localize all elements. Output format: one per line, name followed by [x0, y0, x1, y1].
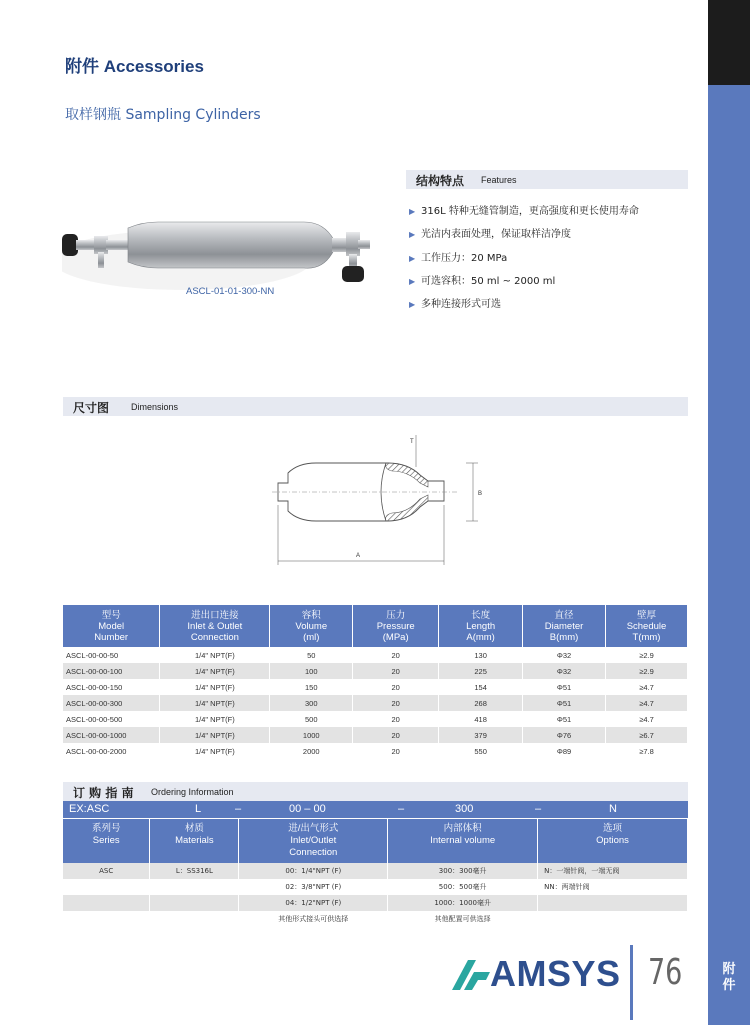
footer-divider: [630, 945, 633, 1020]
feature-item: [409, 225, 571, 240]
amsys-logo-mark: [448, 954, 490, 994]
ordering-title-en: Ordering Information: [151, 787, 234, 797]
feature-text: 316L 特种无缝管制造，更高强度和更长使用寿命: [421, 206, 639, 217]
table-cell: 04：1/2"NPT (F): [239, 895, 388, 911]
table-cell: ≥6.7: [606, 727, 688, 743]
table-cell: [538, 911, 688, 927]
table-cell: ASCL-00-00-2000: [63, 743, 160, 759]
side-tab-label-line2: 件: [722, 978, 736, 993]
table-row: [63, 647, 688, 663]
table-cell: 02：3/8"NPT (F): [239, 879, 388, 895]
spec-header-model: 型号 Model Number: [63, 605, 160, 647]
table-cell: 1/4" NPT(F): [160, 647, 270, 663]
table-cell: 2000: [270, 743, 353, 759]
table-cell: 1/4" NPT(F): [160, 727, 270, 743]
table-cell: 20: [353, 727, 439, 743]
table-row: [63, 663, 688, 679]
table-cell: [63, 879, 150, 895]
table-cell: ASCL-00-00-100: [63, 663, 160, 679]
spec-header-length: 长度 Length A(mm): [439, 605, 523, 647]
table-cell: 1/4" NPT(F): [160, 711, 270, 727]
arrow-icon: ▶: [409, 277, 416, 286]
dimensions-title-zh: 尺寸图: [73, 401, 110, 415]
table-cell: [150, 911, 239, 927]
spec-header-schedule: 壁厚 Schedule T(mm): [606, 605, 688, 647]
ord-header-materials: 材质 Materials: [150, 819, 239, 863]
table-cell: ≥4.7: [606, 695, 688, 711]
spec-header-volume: 容积 Volume (ml): [270, 605, 353, 647]
feature-text: 可选容积：50 ml ~ 2000 ml: [421, 276, 556, 287]
table-cell: ASCL-00-00-150: [63, 679, 160, 695]
page-subtitle: 取样钢瓶 Sampling Cylinders: [65, 107, 261, 123]
brand-name: AMSYS: [490, 953, 621, 994]
dim-label-a: A: [356, 553, 361, 559]
table-cell: N：一端针阀，一端无阀: [538, 863, 688, 879]
feature-item: [409, 202, 639, 217]
page-title: 附件 Accessories: [65, 57, 204, 76]
ordering-title-zh: 订 购 指 南: [73, 786, 134, 800]
table-cell: ≥7.8: [606, 743, 688, 759]
feature-item: [409, 249, 507, 264]
ordering-table: [63, 818, 688, 927]
table-cell: [150, 879, 239, 895]
table-cell: Φ32: [523, 663, 606, 679]
table-cell: Φ76: [523, 727, 606, 743]
table-cell: 268: [439, 695, 523, 711]
table-cell: 20: [353, 647, 439, 663]
dim-label-t: T: [410, 439, 414, 445]
table-cell: 300：300毫升: [388, 863, 538, 879]
table-cell: 300: [270, 695, 353, 711]
table-cell: [63, 895, 150, 911]
table-cell: [150, 895, 239, 911]
code-dash: –: [535, 803, 542, 815]
table-cell: 20: [353, 663, 439, 679]
ordering-code-bar: [63, 801, 688, 818]
table-cell: 其他配置可供选择: [388, 911, 538, 927]
table-row: [63, 727, 688, 743]
spec-header-row: [63, 605, 688, 647]
feature-text: 多种连接形式可选: [421, 299, 501, 310]
features-title-en: Features: [481, 175, 517, 185]
ord-header-connection: 进/出气形式 Inlet/Outlet Connection: [239, 819, 388, 863]
table-row: [63, 711, 688, 727]
feature-text: 工作压力：20 MPa: [421, 253, 508, 264]
features-title-zh: 结构特点: [416, 174, 465, 188]
ord-header-volume: 内部体积 Internal volume: [388, 819, 538, 863]
table-cell: Φ51: [523, 695, 606, 711]
table-cell: ASC: [63, 863, 150, 879]
ord-header-options: 选项 Options: [538, 819, 688, 863]
dim-label-b: B: [478, 491, 483, 497]
ordering-header: [63, 782, 688, 801]
feature-item: [409, 295, 501, 310]
spec-table: [63, 605, 688, 759]
side-tab-label: [708, 962, 750, 994]
table-cell: [63, 911, 150, 927]
dimensions-header: [63, 397, 688, 416]
table-cell: ASCL-00-00-500: [63, 711, 160, 727]
table-cell: 1/4" NPT(F): [160, 679, 270, 695]
photo-caption: ASCL-01-01-300-NN: [186, 286, 275, 297]
code-material: L: [195, 803, 202, 815]
table-cell: ASCL-00-00-1000: [63, 727, 160, 743]
table-cell: Φ51: [523, 679, 606, 695]
table-cell: 130: [439, 647, 523, 663]
arrow-icon: ▶: [409, 254, 416, 263]
table-cell: 150: [270, 679, 353, 695]
table-cell: Φ89: [523, 743, 606, 759]
spec-header-diameter: 直径 Diameter B(mm): [523, 605, 606, 647]
table-cell: 00：1/4"NPT (F): [239, 863, 388, 879]
page-number: 76: [648, 952, 683, 993]
ordering-header-row: [63, 819, 688, 863]
code-dash: –: [235, 803, 242, 815]
table-row: [63, 879, 688, 895]
feature-text: 光洁内表面处理，保证取样洁净度: [421, 229, 571, 240]
code-volume: 300: [455, 803, 474, 815]
table-cell: 225: [439, 663, 523, 679]
spec-header-connection: 进出口连接 Inlet & Outlet Connection: [160, 605, 270, 647]
table-cell: L：SS316L: [150, 863, 239, 879]
table-cell: 20: [353, 695, 439, 711]
table-cell: 500：500毫升: [388, 879, 538, 895]
side-tab: [708, 0, 750, 1025]
table-row: [63, 895, 688, 911]
dimension-drawing: [268, 425, 493, 570]
table-cell: 1/4" NPT(F): [160, 663, 270, 679]
table-cell: 50: [270, 647, 353, 663]
spec-header-pressure: 压力 Pressure (MPa): [353, 605, 439, 647]
arrow-icon: ▶: [409, 300, 416, 309]
table-cell: 550: [439, 743, 523, 759]
table-row: [63, 911, 688, 927]
feature-item: [409, 272, 555, 287]
table-cell: ≥2.9: [606, 663, 688, 679]
table-cell: 1000: [270, 727, 353, 743]
table-cell: ASCL-00-00-300: [63, 695, 160, 711]
dimensions-title-en: Dimensions: [131, 402, 179, 412]
features-header: [406, 170, 688, 189]
table-cell: Φ32: [523, 647, 606, 663]
table-cell: NN：两端针阀: [538, 879, 688, 895]
table-cell: 1/4" NPT(F): [160, 743, 270, 759]
table-row: [63, 743, 688, 759]
table-cell: 500: [270, 711, 353, 727]
side-tab-dark-block: [708, 0, 750, 85]
table-cell: 154: [439, 679, 523, 695]
table-cell: 379: [439, 727, 523, 743]
side-tab-label-line1: 附: [722, 962, 736, 977]
table-cell: 20: [353, 679, 439, 695]
table-cell: 其他形式接头可供选择: [239, 911, 388, 927]
ord-header-series: 系列号 Series: [63, 819, 150, 863]
table-row: [63, 695, 688, 711]
table-cell: 20: [353, 711, 439, 727]
table-row: [63, 863, 688, 879]
table-cell: ≥2.9: [606, 647, 688, 663]
table-cell: ASCL-00-00-50: [63, 647, 160, 663]
table-cell: ≥4.7: [606, 711, 688, 727]
table-cell: ≥4.7: [606, 679, 688, 695]
code-series: EX:ASC: [69, 803, 110, 815]
arrow-icon: ▶: [409, 230, 416, 239]
table-cell: Φ51: [523, 711, 606, 727]
table-cell: 418: [439, 711, 523, 727]
table-row: [63, 679, 688, 695]
table-cell: 1/4" NPT(F): [160, 695, 270, 711]
code-option: N: [609, 803, 617, 815]
table-cell: 100: [270, 663, 353, 679]
code-connection: 00 – 00: [289, 803, 326, 815]
code-dash: –: [398, 803, 405, 815]
table-cell: 1000：1000毫升: [388, 895, 538, 911]
table-cell: 20: [353, 743, 439, 759]
table-cell: [538, 895, 688, 911]
arrow-icon: ▶: [409, 207, 416, 216]
